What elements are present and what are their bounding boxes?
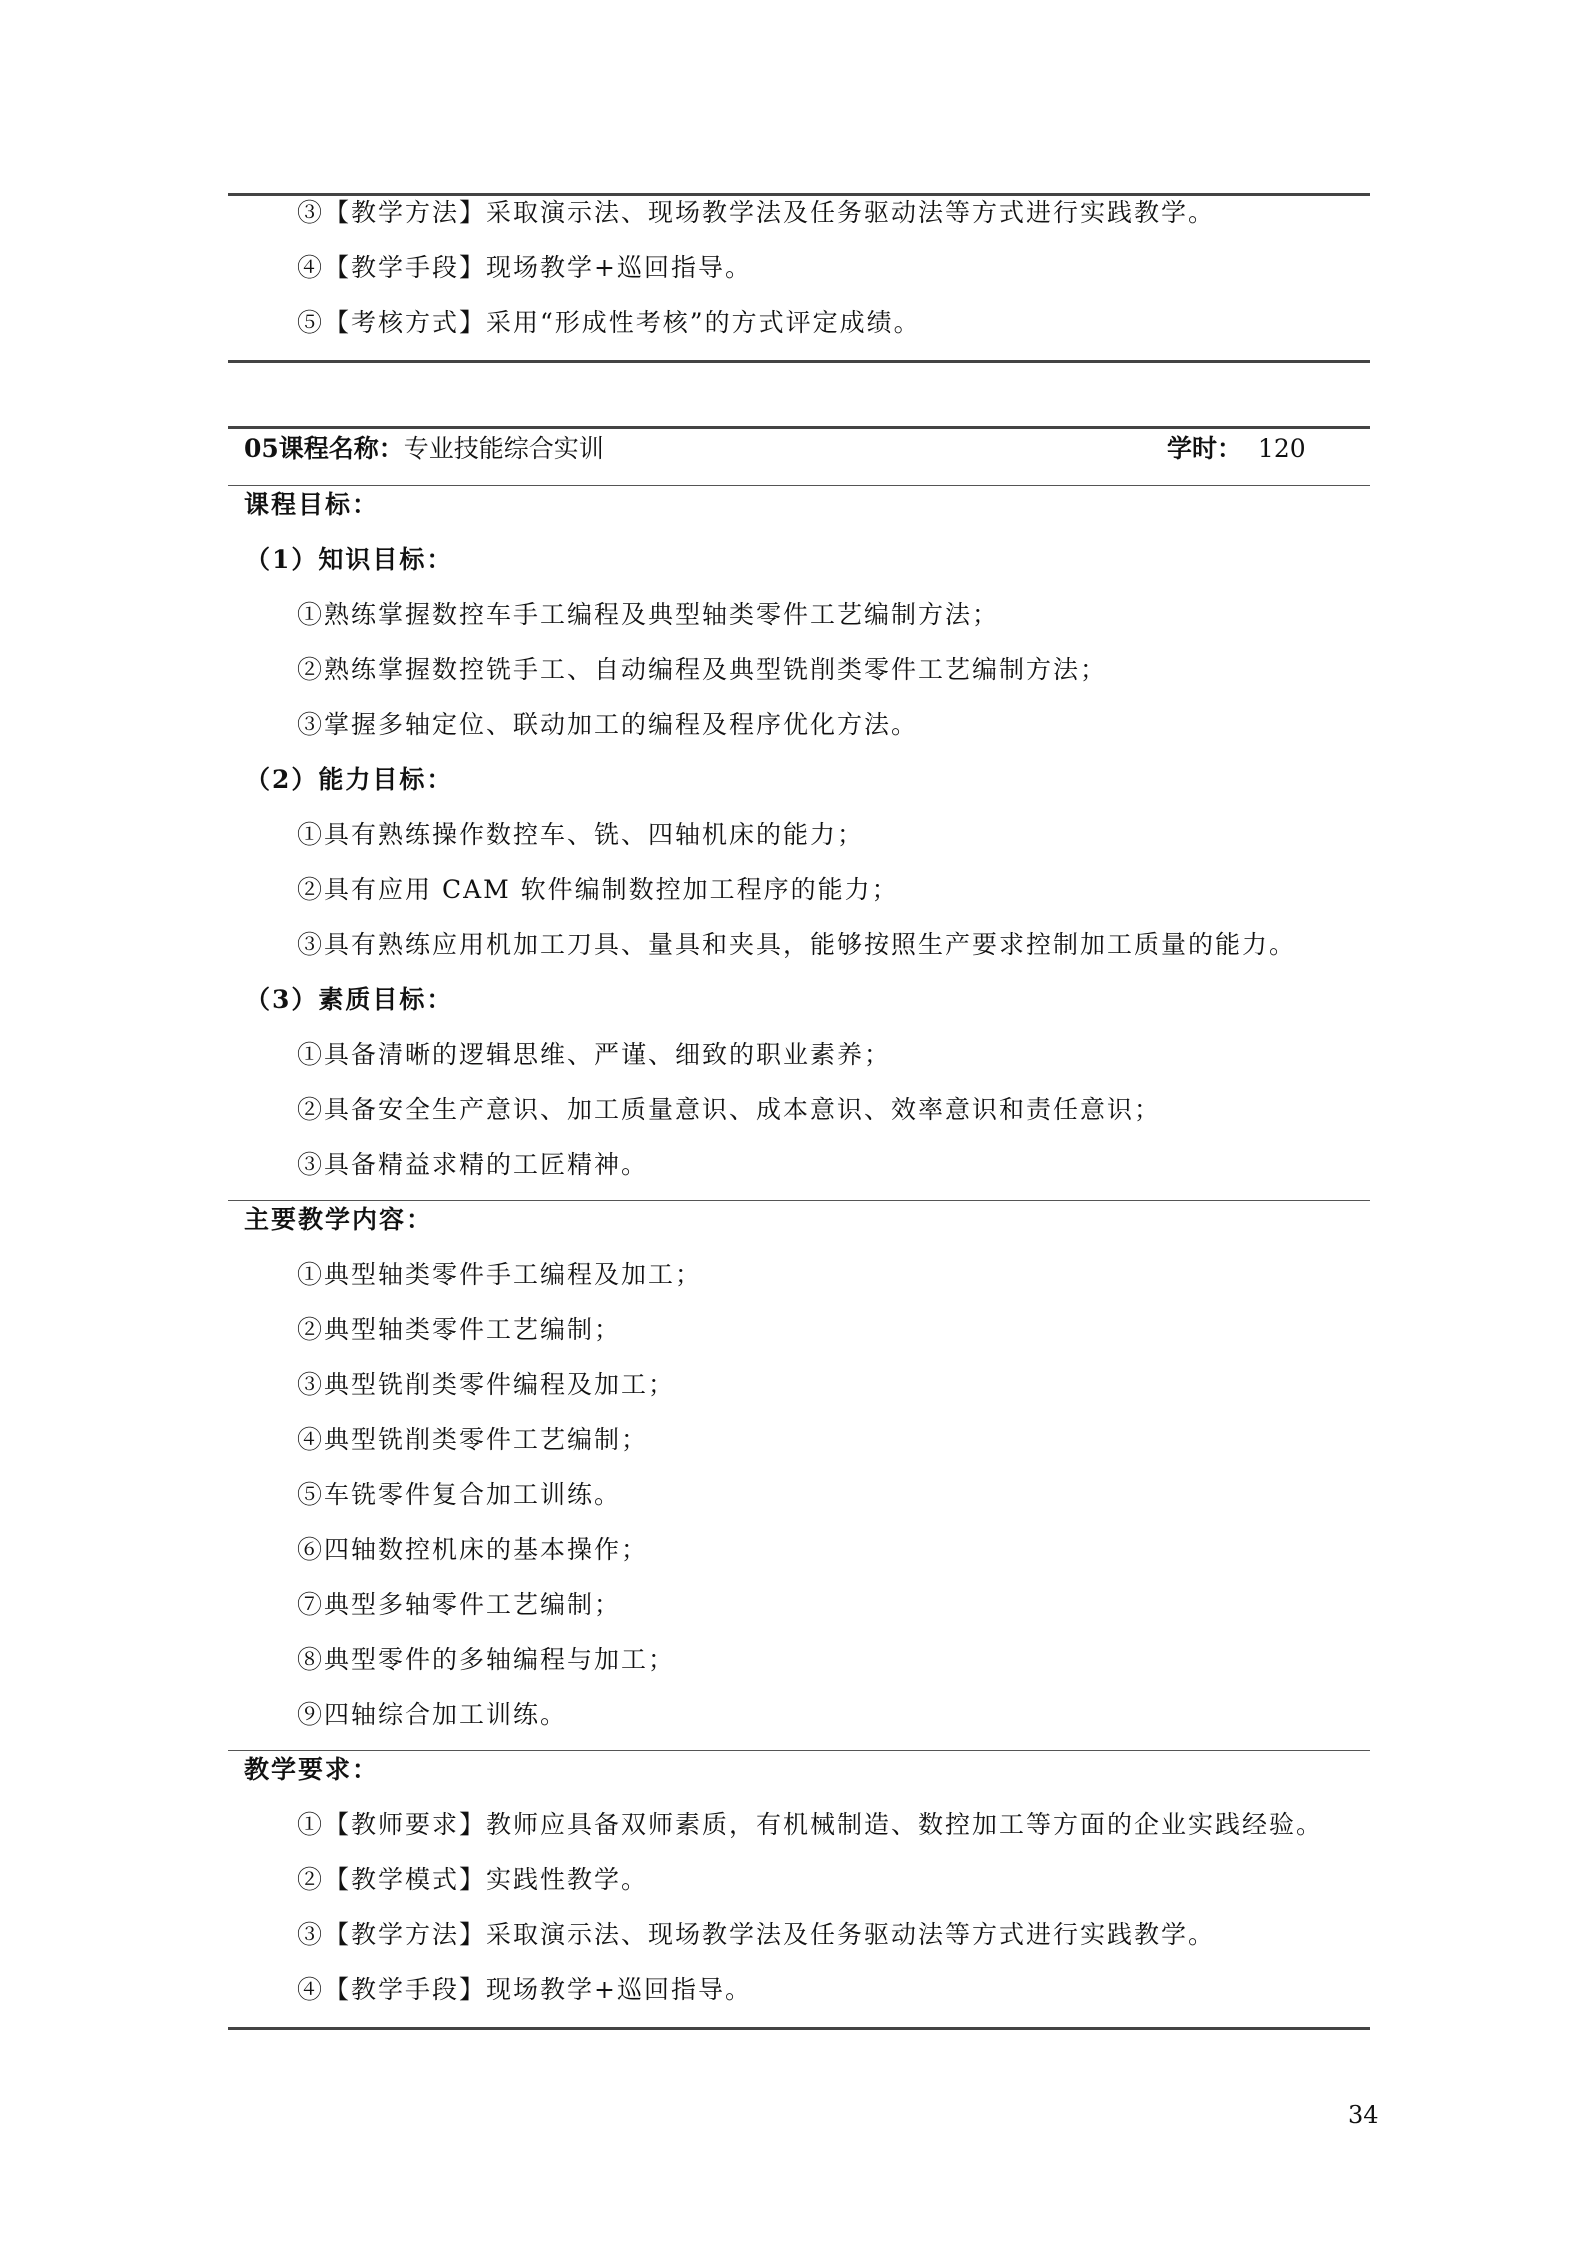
course-top-rule — [228, 426, 1370, 429]
ability-item-3: ③具有熟练应用机加工刀具、量具和夹具，能够按照生产要求控制加工质量的能力。 — [297, 930, 1297, 959]
quality-item-3: ③具备精益求精的工匠精神。 — [297, 1150, 649, 1179]
ability-heading: （2）能力目标： — [245, 765, 454, 794]
content-item-9: ⑨四轴综合加工训练。 — [297, 1700, 568, 1729]
knowledge-heading: （1）知识目标： — [245, 545, 454, 574]
requirements-heading: 教学要求： — [244, 1755, 380, 1784]
top-item-2: ④【教学手段】现场教学+巡回指导。 — [297, 253, 752, 282]
content-item-3: ③典型铣削类零件编程及加工； — [297, 1370, 676, 1399]
content-item-4: ④典型铣削类零件工艺编制； — [297, 1425, 649, 1454]
ability-item-2: ②具有应用 CAM 软件编制数控加工程序的能力； — [297, 875, 899, 904]
knowledge-item-1: ①熟练掌握数控车手工编程及典型轴类零件工艺编制方法； — [297, 600, 1000, 629]
course-bottom-rule — [228, 2027, 1370, 2030]
hours-label: 学时： — [1167, 434, 1243, 463]
content-item-7: ⑦典型多轴零件工艺编制； — [297, 1590, 622, 1619]
content-item-5: ⑤车铣零件复合加工训练。 — [297, 1480, 622, 1509]
quality-item-1: ①具备清晰的逻辑思维、严谨、细致的职业素养； — [297, 1040, 892, 1069]
objectives-bottom-rule — [228, 1200, 1370, 1201]
course-header-rule — [228, 485, 1370, 486]
requirement-item-4: ④【教学手段】现场教学+巡回指导。 — [297, 1975, 752, 2004]
course-name-label: 05课程名称： — [244, 434, 404, 463]
knowledge-item-2: ②熟练掌握数控铣手工、自动编程及典型铣削类零件工艺编制方法； — [297, 655, 1108, 684]
course-title-row — [244, 434, 604, 464]
content-item-1: ①典型轴类零件手工编程及加工； — [297, 1260, 703, 1289]
page-number: 34 — [1348, 2101, 1379, 2129]
ability-item-1: ①具有熟练操作数控车、铣、四轴机床的能力； — [297, 820, 865, 849]
content-heading: 主要教学内容： — [244, 1205, 434, 1234]
requirement-item-1: ①【教师要求】教师应具备双师素质，有机械制造、数控加工等方面的企业实践经验。 — [297, 1810, 1324, 1839]
requirement-item-2: ②【教学模式】实践性教学。 — [297, 1865, 649, 1894]
content-item-2: ②典型轴类零件工艺编制； — [297, 1315, 622, 1344]
requirement-item-3: ③【教学方法】采取演示法、现场教学法及任务驱动法等方式进行实践教学。 — [297, 1920, 1216, 1949]
content-item-6: ⑥四轴数控机床的基本操作； — [297, 1535, 649, 1564]
quality-item-2: ②具备安全生产意识、加工质量意识、成本意识、效率意识和责任意识； — [297, 1095, 1162, 1124]
content-item-8: ⑧典型零件的多轴编程与加工； — [297, 1645, 676, 1674]
course-name-value: 专业技能综合实训 — [403, 434, 604, 463]
course-hours — [1167, 434, 1306, 464]
top-rule — [228, 193, 1370, 196]
top-section-bottom-rule — [228, 360, 1370, 363]
hours-value: 120 — [1257, 434, 1306, 463]
quality-heading: （3）素质目标： — [245, 985, 454, 1014]
knowledge-item-3: ③掌握多轴定位、联动加工的编程及程序优化方法。 — [297, 710, 919, 739]
top-item-1: ③【教学方法】采取演示法、现场教学法及任务驱动法等方式进行实践教学。 — [297, 198, 1216, 227]
top-item-3: ⑤【考核方式】采用“形成性考核”的方式评定成绩。 — [297, 308, 921, 337]
content-bottom-rule — [228, 1750, 1370, 1751]
objectives-heading: 课程目标： — [244, 490, 380, 519]
